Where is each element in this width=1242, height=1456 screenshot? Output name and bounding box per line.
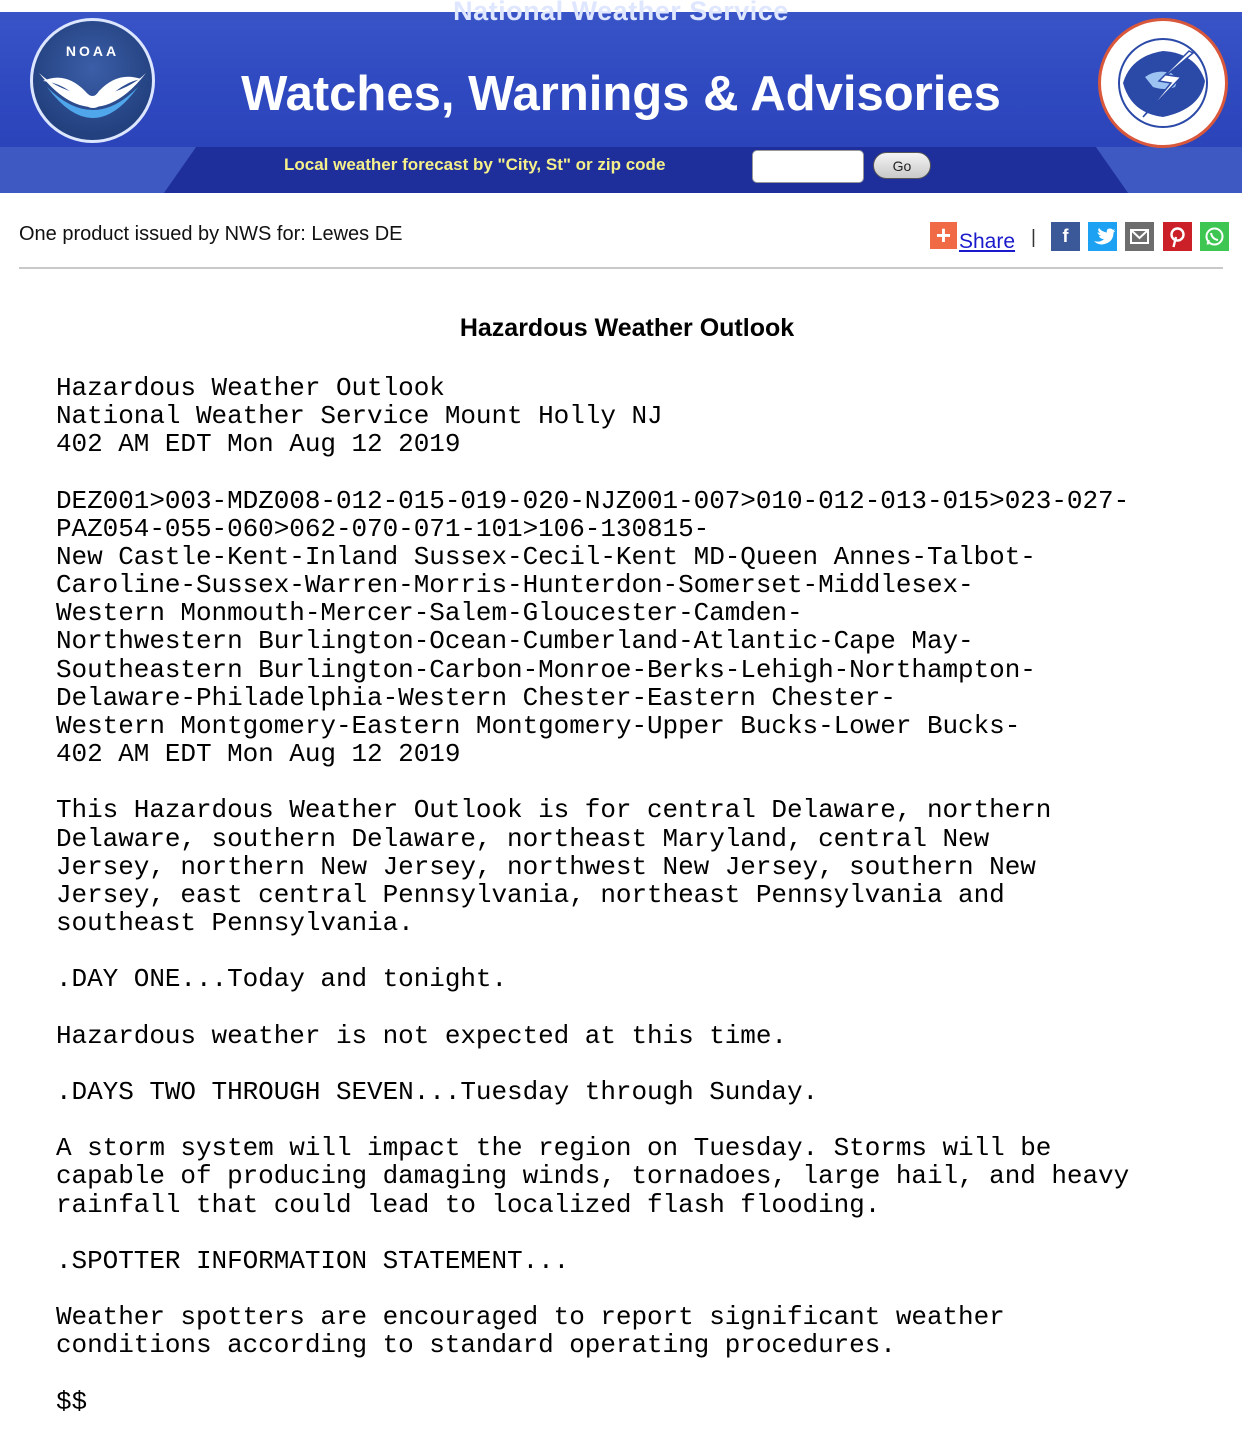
pinterest-icon[interactable] xyxy=(1163,222,1192,251)
issued-for-text: One product issued by NWS for: Lewes DE xyxy=(19,223,403,245)
go-button[interactable]: Go xyxy=(873,152,931,179)
email-icon[interactable] xyxy=(1125,222,1154,251)
header-divider xyxy=(19,267,1223,269)
share-link[interactable]: Share xyxy=(959,230,1016,253)
share-plus-icon[interactable]: + xyxy=(930,222,957,249)
banner-page-title: Watches, Warnings & Advisories xyxy=(241,67,1001,121)
product-title: Hazardous Weather Outlook xyxy=(459,314,795,342)
forecast-search-label: Local weather forecast by "City, St" or zip code xyxy=(284,155,666,174)
noaa-logo-text: NOAA xyxy=(65,43,120,59)
forecast-location-input[interactable] xyxy=(752,150,864,183)
whatsapp-icon[interactable] xyxy=(1200,222,1229,251)
nws-lightning-icon xyxy=(1101,21,1225,145)
product-text-body: Hazardous Weather Outlook National Weather Service Mount Holly NJ 402 AM EDT Mon Aug 12 2019 DEZ001>003-MDZ008-012-015-019-020-NJZ001-007>010-012-013-015>023-027- PAZ054-055-060>062-070-071-101>106-130815- New Castle-Kent-Inland Sussex-Cecil-Kent MD-Queen Annes-Talbot- Caroline-Sussex-Warren-Morris-Hunterdon-Somerset-Middlesex- Western Monmouth-Mercer-Salem-Gloucester-Camden- Northwestern Burlington-Ocean-Cumberland-Atlantic-Cape May- Southeastern Burlington-Carbon-Monroe-Berks-Lehigh-Northampton- Delaware-Philadelphia-Western Chester-Eastern Chester- Western Montgomery-Eastern Montgomery-Upper Bucks-Lower Bucks- 402 AM EDT Mon Aug 12 2019 This Hazardous Weather Outlook is for central Delaware, northern Delaware, southern Delaware, northeast Maryland, central New Jersey, northern New Jersey, northwest New Jersey, southern New Jersey, east central Pennsylvania, northeast Pennsylvania and southeast Pennsylvania. .DAY ONE...Today and tonight. Hazardous weather is not expected at this time. .DAYS TWO THROUGH SEVEN...Tuesday through Sunday. A storm system will impact the region on Tuesday. Storms will be capable of producing damaging winds, tornadoes, large hail, and heavy rainfall that could lead to localized flash flooding. .SPOTTER INFORMATION STATEMENT... Weather spotters are encouraged to report significant weather conditions according to standard operating procedures. $$ xyxy=(56,373,1130,1417)
share-separator: | xyxy=(1031,227,1036,248)
facebook-icon[interactable]: f xyxy=(1051,222,1080,251)
nws-seal-logo[interactable] xyxy=(1098,18,1228,148)
site-banner xyxy=(0,0,1242,193)
agency-name: National Weather Service xyxy=(453,0,789,26)
twitter-icon[interactable] xyxy=(1088,222,1117,251)
forecast-search-row xyxy=(0,150,1242,186)
